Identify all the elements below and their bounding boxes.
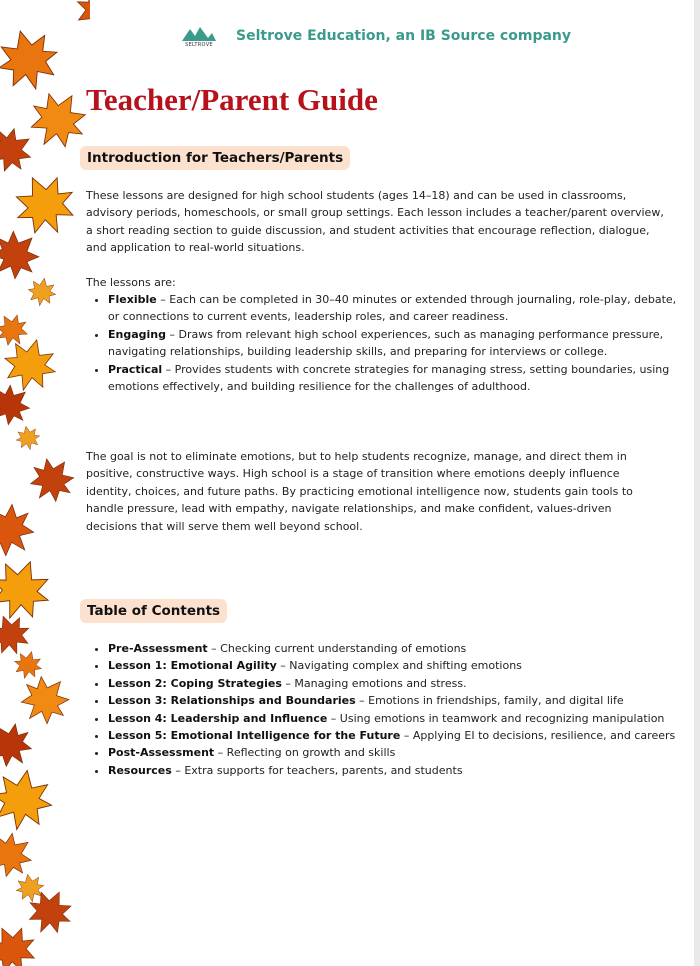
goal-paragraph: The goal is not to eliminate emotions, but to help students recognize, manage, and direct them in positive, constructive ways. High school is a stage of transition where emotions deeply influence identity, choices, and future paths. By practicing emotional intelligence now, students gain tools to handle pressure, lead with empathy, navigate relationships, and make confident, values-driven decisions that will serve them well beyond school. [86, 450, 633, 533]
intro-paragraph: These lessons are designed for high school students (ages 14–18) and can be used in classrooms, advisory periods, homeschools, or small group settings. Each lesson includes a teacher/parent overview, a short reading section to guide discussion, and student activities that encourage reflection, dialogue, and application to real-world situations. [86, 189, 664, 255]
toc-heading: Table of Contents [80, 599, 227, 623]
header [180, 24, 571, 48]
toc-item-text: – Using emotions in teamwork and recognizing manipulation [327, 711, 665, 725]
list-item [108, 326, 688, 361]
page-title: Teacher/Parent Guide [86, 82, 378, 117]
toc-item-term: Lesson 5: Emotional Intelligence for the Future [108, 729, 401, 743]
toc-item [108, 640, 688, 657]
lesson-features-list [86, 291, 688, 395]
toc-item-text: – Applying EI to decisions, resilience, and careers [400, 729, 676, 743]
autumn-leaf-border [0, 0, 90, 966]
toc-item-term: Post-Assessment [108, 746, 215, 760]
toc-item [108, 692, 688, 709]
intro-heading: Introduction for Teachers/Parents [80, 146, 350, 170]
logo-text: SELTROVE [185, 42, 213, 48]
toc-item-term: Lesson 4: Leadership and Influence [108, 711, 328, 725]
list-item-text: – Draws from relevant high school experiences, such as managing performance pressure, navigating relationships, building leadership skills, and preparing for interviews or college. [108, 327, 664, 359]
toc-item [108, 657, 688, 674]
logo-mountains-icon [180, 24, 218, 42]
seltrove-logo [180, 24, 218, 48]
toc-item-text: – Extra supports for teachers, parents, and students [171, 763, 463, 777]
toc-item-term: Lesson 1: Emotional Agility [108, 659, 277, 673]
toc-item-text: – Managing emotions and stress. [281, 676, 467, 690]
toc-item [108, 675, 688, 692]
list-item [108, 291, 688, 326]
toc-item [108, 727, 688, 744]
list-item-text: – Provides students with concrete strategies for managing stress, setting boundaries, using emotions effectively, and building resilience for the challenges of adulthood. [108, 362, 670, 394]
list-item-text: – Each can be completed in 30–40 minutes or extended through journaling, role-play, debate, or connections to current events, leadership roles, and career readiness. [108, 293, 677, 324]
toc-item-term: Lesson 3: Relationships and Boundaries [108, 694, 356, 708]
toc-item-term: Resources [108, 763, 172, 777]
list-item [108, 361, 688, 396]
toc-item-text: – Emotions in friendships, family, and digital life [355, 694, 624, 708]
page-edge [694, 0, 700, 966]
toc-list [86, 640, 688, 779]
toc-item-term: Lesson 2: Coping Strategies [108, 676, 282, 690]
lessons-are-label: The lessons are: [86, 276, 176, 289]
toc-item [108, 744, 688, 761]
toc-item-term: Pre-Assessment [108, 642, 208, 655]
toc-item [108, 762, 688, 779]
toc-item-text: – Navigating complex and shifting emotions [276, 659, 522, 673]
toc-item [108, 710, 688, 727]
company-name: Seltrove Education, an IB Source company [236, 28, 572, 44]
list-item-term: Practical [108, 362, 163, 376]
toc-item-text: – Reflecting on growth and skills [214, 746, 396, 760]
toc-item-text: – Checking current understanding of emotions [207, 642, 467, 655]
list-item-term: Flexible [108, 293, 157, 306]
list-item-term: Engaging [108, 327, 166, 341]
leaf-decoration-icon [0, 0, 90, 966]
